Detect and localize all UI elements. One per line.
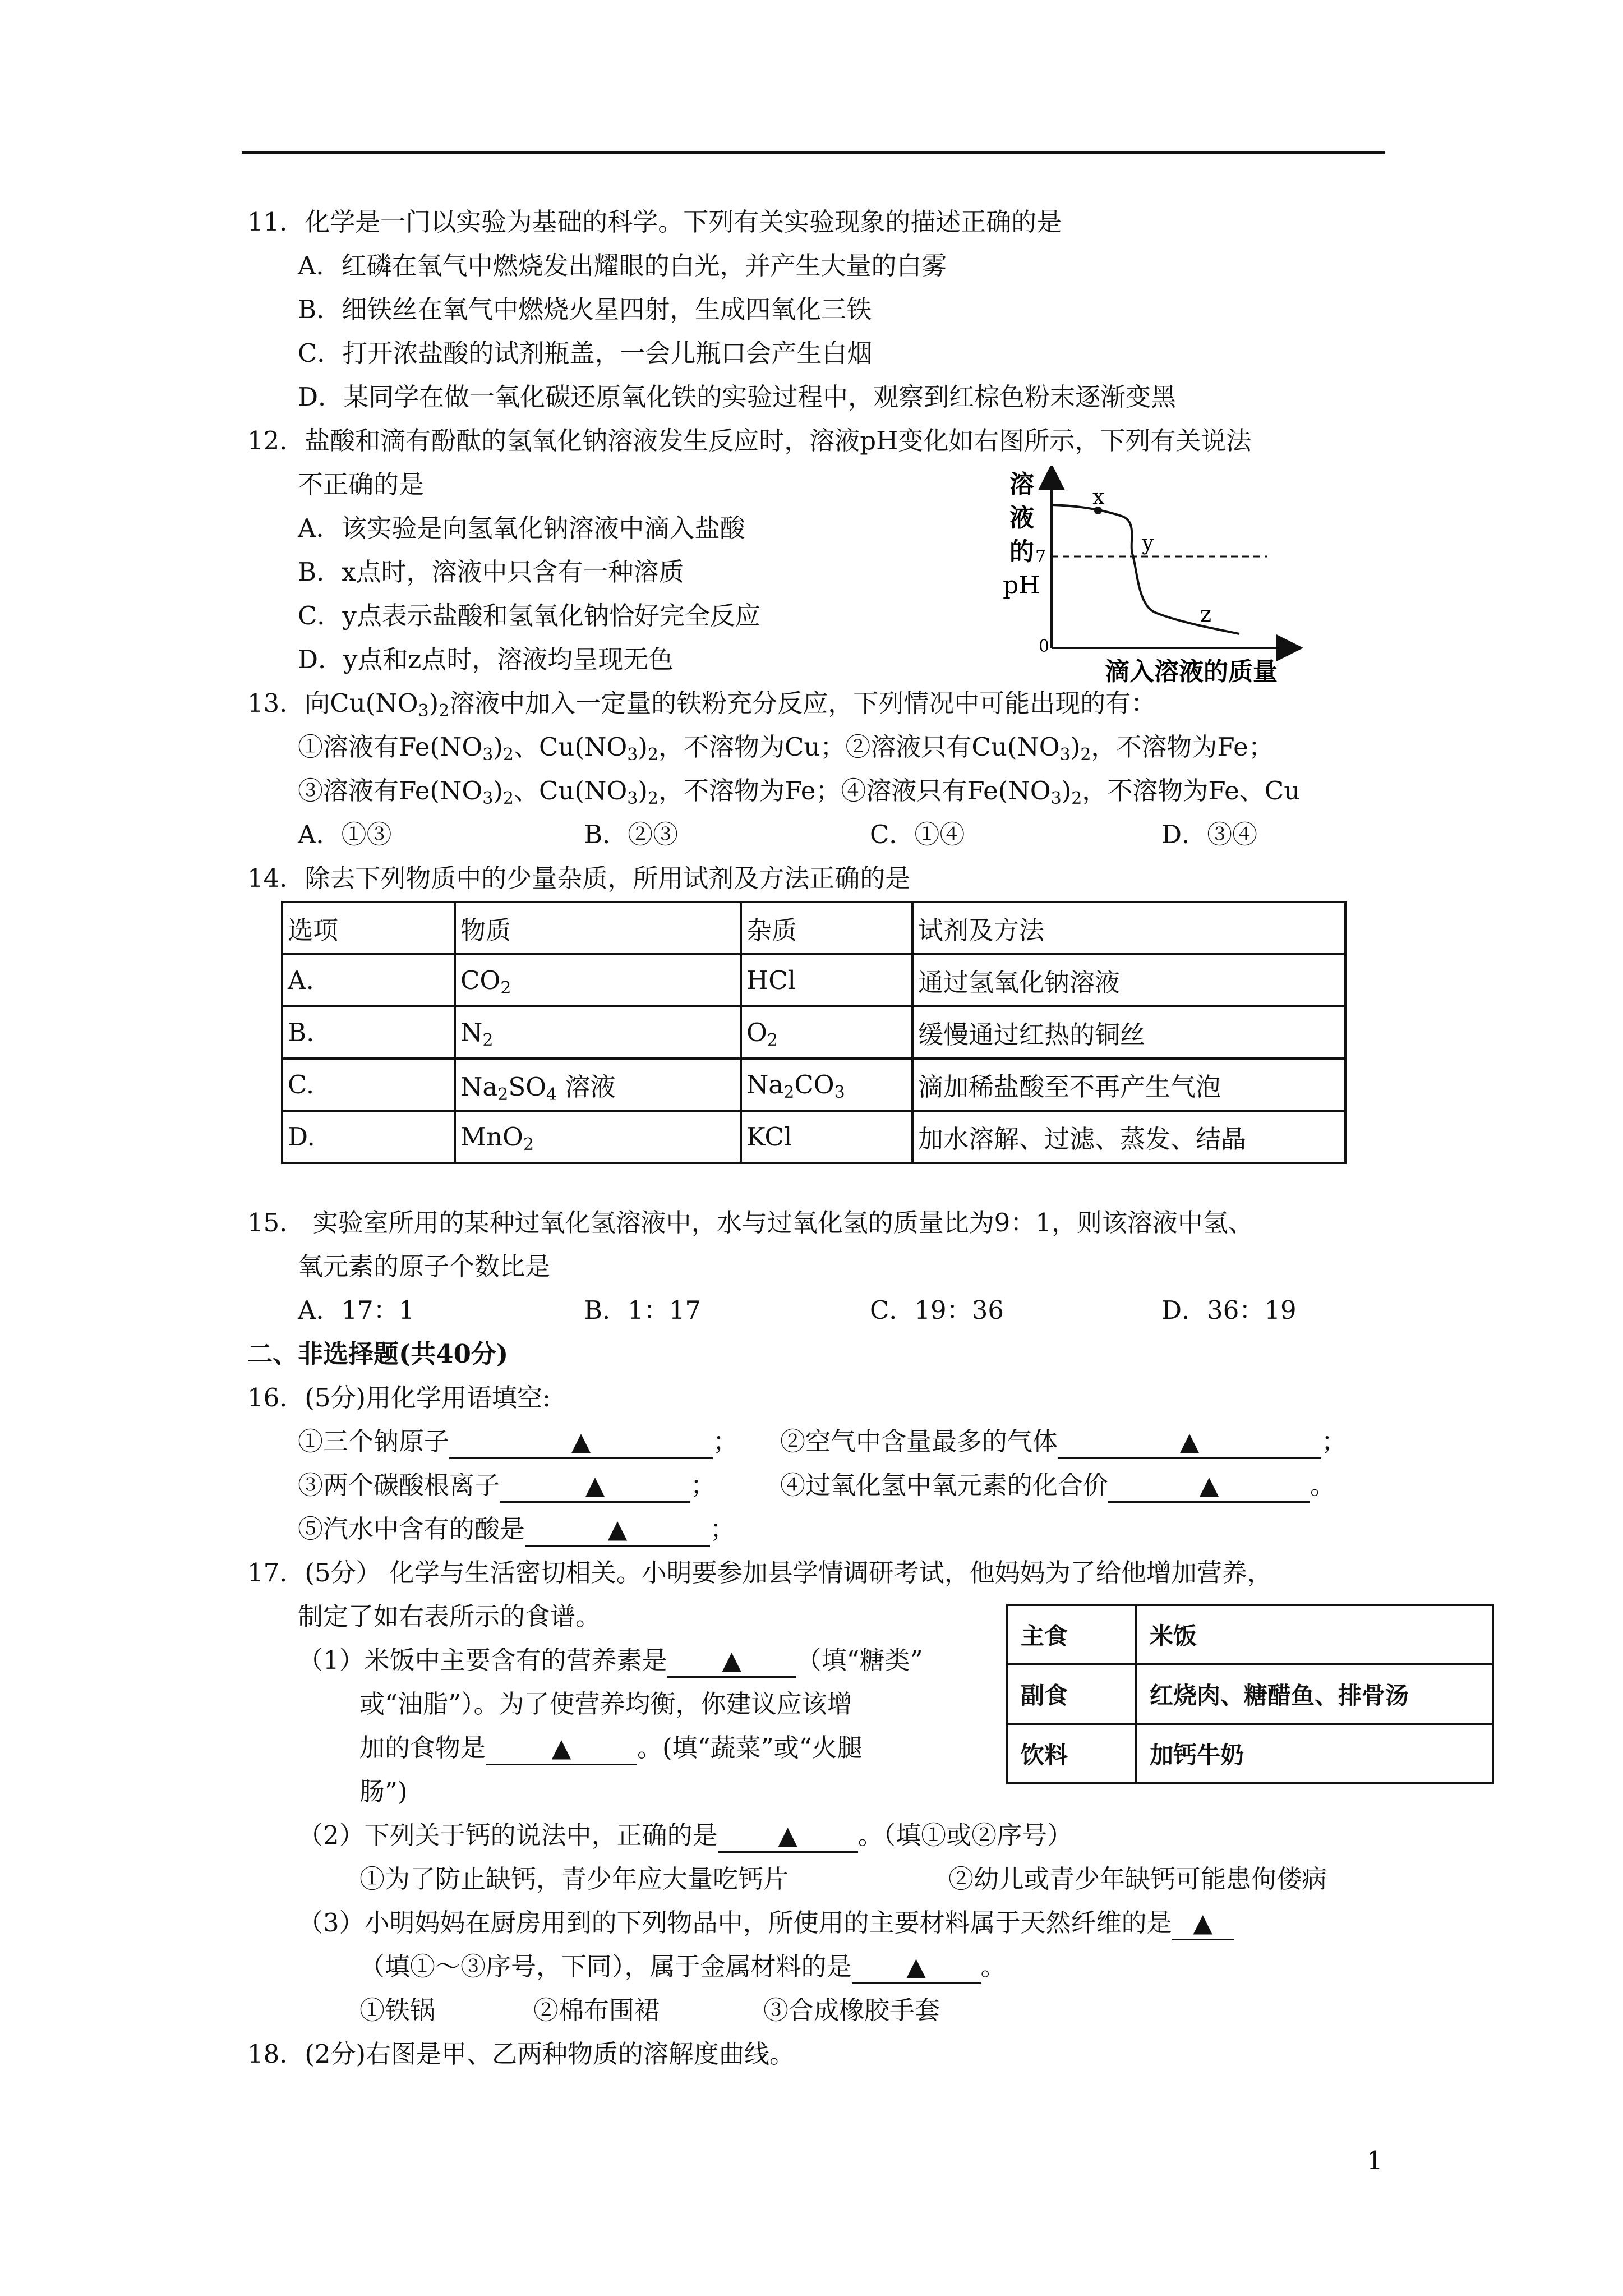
table-cell: 主食 [1007, 1605, 1136, 1664]
table-cell: 缓慢通过红热的铜丝 [912, 1006, 1345, 1059]
q12-option-c: C．y点表示盐酸和氢氧化钠恰好完全反应 [298, 601, 760, 631]
q11-option-b: B．细铁丝在氧气中燃烧火星四射，生成四氧化三铁 [298, 295, 872, 324]
table-cell: $Na_2SO_4$ 溶液 [455, 1059, 741, 1111]
section-heading: 二、非选择题(共40分) [247, 1339, 509, 1369]
table-row [282, 954, 1345, 1006]
q13-choice-c: C．①④ [870, 820, 965, 849]
y-axis-label-2: 液 [1009, 504, 1034, 532]
x-axis-label: 滴入溶液的质量 [1105, 657, 1278, 686]
table-header-row [282, 902, 1345, 954]
q16-item-1: ①三个钠原子 ▲ ； [298, 1425, 738, 1459]
q16-item-3: ③两个碳酸根离子 ▲ ； [298, 1469, 716, 1503]
q11-option-d: D．某同学在做一氧化碳还原氧化铁的实验过程中，观察到红棕色粉末逐渐变黑 [298, 382, 1177, 412]
q16-item-4: ④过氧化氢中氧元素的化合价 ▲ 。 [780, 1469, 1335, 1503]
q15-stem-cont: 氧元素的原子个数比是 [298, 1251, 551, 1281]
q16-item-5: ⑤汽水中含有的酸是 ▲ ； [298, 1512, 735, 1547]
y-axis-label-3: 的 [1009, 537, 1034, 566]
q11-option-c: C．打开浓盐酸的试剂瓶盖，一会儿瓶口会产生白烟 [298, 338, 873, 368]
table-row [282, 1059, 1345, 1111]
q15-choice-b: B．1：17 [584, 1295, 701, 1325]
q17-s2-option-2: ②幼儿或青少年缺钙可能患佝偻病 [948, 1864, 1327, 1894]
table-header: 试剂及方法 [912, 902, 1345, 954]
q11-option-a: A．红磷在氧气中燃烧发出耀眼的白光，并产生大量的白雾 [298, 251, 947, 280]
table-cell: 饮料 [1007, 1724, 1136, 1783]
q17-stem: 17．(5分） 化学与生活密切相关。小明要参加县学情调研考试，他妈妈为了给他增加营养， [247, 1558, 1272, 1588]
answer-blank[interactable]: ▲ [1058, 1426, 1321, 1459]
q13-choice-b: B．②③ [584, 820, 679, 849]
table-cell: D. [282, 1111, 455, 1163]
q15-choice-d: D．36：19 [1161, 1295, 1297, 1325]
q15-stem: 15． 实验室所用的某种过氧化氢溶液中，水与过氧化氢的质量比为9：1，则该溶液中氢、 [247, 1208, 1253, 1237]
table-row [1007, 1605, 1493, 1664]
table-cell: 加钙牛奶 [1136, 1724, 1493, 1783]
q12-option-b: B．x点时，溶液中只含有一种溶质 [298, 557, 684, 587]
table-header: 杂质 [741, 902, 912, 954]
table-row [1007, 1724, 1493, 1783]
table-cell: C. [282, 1059, 455, 1111]
table-cell: A. [282, 954, 455, 1006]
q15-choice-a: A．17：1 [298, 1295, 415, 1325]
ph-curve-figure [998, 466, 1312, 690]
table-cell: $O_2$ [741, 1006, 912, 1059]
table-cell: 米饭 [1136, 1605, 1493, 1664]
table-cell: 红烧肉、糖醋鱼、排骨汤 [1136, 1664, 1493, 1724]
q18-stem: 18．(2分)右图是甲、乙两种物质的溶解度曲线。 [247, 2039, 795, 2069]
header-rule [242, 151, 1385, 154]
y-axis-label-1: 溶 [1009, 470, 1034, 499]
q14-table [281, 901, 1347, 1164]
page-number: 1 [1367, 2146, 1383, 2175]
q13-cases-1-2: ①溶液有$Fe(NO_3)_2$、$Cu(NO_3)_2$，不溶物为Cu；②溶液只有$Cu(NO_3)_2$，不溶物为Fe； [298, 732, 1274, 765]
q13-choice-a: A．①③ [298, 820, 392, 849]
q17-s1-line1: （1）米饭中主要含有的营养素是 ▲ （填“糖类” [298, 1644, 923, 1678]
y-tick-7: 7 [1035, 547, 1046, 567]
y-axis-label-4: pH [1003, 571, 1040, 600]
table-cell: KCl [741, 1111, 912, 1163]
q13-stem: 13．向$Cu(NO_3)_2$溶液中加入一定量的铁粉充分反应，下列情况中可能出现的有： [247, 688, 1156, 721]
answer-blank[interactable]: ▲ [486, 1732, 637, 1765]
q17-s3-option-3: ③合成橡胶手套 [763, 1995, 940, 2025]
table-row [282, 1006, 1345, 1059]
table-cell: B. [282, 1006, 455, 1059]
q15-choice-c: C．19：36 [870, 1295, 1004, 1325]
q17-s3-option-1: ①铁锅 [359, 1995, 436, 2025]
q13-cases-3-4: ③溶液有$Fe(NO_3)_2$、$Cu(NO_3)_2$，不溶物为Fe；④溶液只有$Fe(NO_3)_2$，不溶物为Fe、Cu [298, 776, 1301, 808]
q16-item-2: ②空气中含量最多的气体 ▲ ； [780, 1425, 1347, 1459]
table-header: 选项 [282, 902, 455, 954]
answer-blank[interactable]: ▲ [525, 1513, 710, 1547]
answer-blank[interactable]: ▲ [1172, 1907, 1234, 1940]
q17-s1-line2: 或“油脂”）。为了使营养均衡，你建议应该增 [359, 1689, 852, 1719]
table-row [282, 1111, 1345, 1163]
answer-blank[interactable]: ▲ [667, 1645, 796, 1678]
table-cell: 通过氢氧化钠溶液 [912, 954, 1345, 1006]
table-cell: HCl [741, 954, 912, 1006]
ph-curve [1053, 505, 1239, 634]
point-z-label: z [1200, 602, 1212, 627]
point-x-label: x [1092, 484, 1105, 509]
q11-stem: 11．化学是一门以实验为基础的科学。下列有关实验现象的描述正确的是 [247, 207, 1062, 237]
q17-s1-line3: 加的食物是 ▲ 。(填“蔬菜”或“火腿 [359, 1731, 863, 1765]
table-header: 物质 [455, 902, 741, 954]
answer-blank[interactable]: ▲ [718, 1820, 858, 1853]
table-cell: $N_2$ [455, 1006, 741, 1059]
table-cell: 加水溶解、过滤、蒸发、结晶 [912, 1111, 1345, 1163]
q16-stem: 16．(5分)用化学用语填空: [247, 1383, 551, 1412]
q12-stem: 12．盐酸和滴有酚酞的氢氧化钠溶液发生反应时，溶液pH变化如右图所示，下列有关说法 [247, 426, 1252, 455]
q17-stem-cont: 制定了如右表所示的食谱。 [298, 1602, 601, 1631]
q17-s2: （2）下列关于钙的说法中，正确的是 ▲ 。（填①或②序号） [298, 1819, 1072, 1853]
table-cell: $Na_2CO_3$ [741, 1059, 912, 1111]
menu-table [1006, 1604, 1494, 1784]
table-cell: 滴加稀盐酸至不再产生气泡 [912, 1059, 1345, 1111]
q12-option-d: D．y点和z点时，溶液均呈现无色 [298, 645, 674, 674]
answer-blank[interactable]: ▲ [1108, 1470, 1310, 1503]
table-cell: $CO_2$ [455, 954, 741, 1006]
point-y-label: y [1142, 530, 1154, 555]
q17-s1-line4: 肠”) [359, 1777, 408, 1806]
table-cell: 副食 [1007, 1664, 1136, 1724]
table-row [1007, 1664, 1493, 1724]
table-cell: MnO$_2$ [455, 1111, 741, 1163]
origin-label: 0 [1039, 637, 1050, 656]
q14-stem: 14．除去下列物质中的少量杂质，所用试剂及方法正确的是 [247, 863, 911, 893]
q17-s3-option-2: ②棉布围裙 [533, 1995, 660, 2025]
answer-blank[interactable]: ▲ [500, 1470, 690, 1503]
q17-s2-option-1: ①为了防止缺钙，青少年应大量吃钙片 [359, 1864, 789, 1894]
answer-blank[interactable]: ▲ [852, 1951, 981, 1984]
q12-option-a: A．该实验是向氢氧化钠溶液中滴入盐酸 [298, 513, 745, 543]
q17-s3: （3）小明妈妈在厨房用到的下列物品中，所使用的主要材料属于天然纤维的是 ▲ [298, 1906, 1234, 1940]
answer-blank[interactable]: ▲ [449, 1426, 713, 1459]
q12-stem-cont: 不正确的是 [298, 470, 425, 499]
q13-choice-d: D．③④ [1161, 820, 1258, 849]
q17-s3-cont: （填①～③序号，下同），属于金属材料的是 ▲ 。 [359, 1950, 1006, 1984]
